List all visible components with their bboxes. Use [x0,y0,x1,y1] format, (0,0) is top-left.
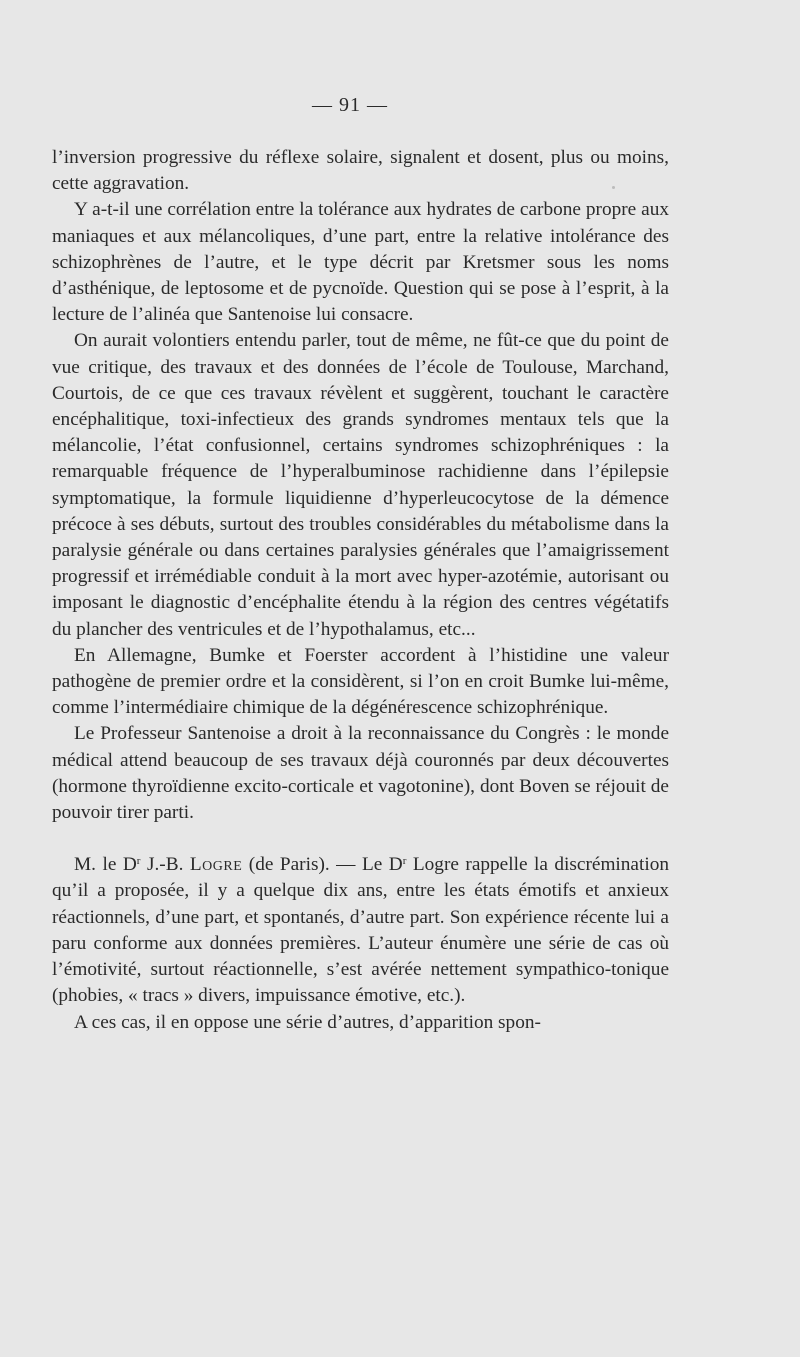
speaker-prefix: M. le D [74,854,137,876]
paragraph-last: A ces cas, il en oppose une série d’autres, d’apparition spon- [74,1011,541,1033]
paragraph-gap [52,826,669,852]
page-number: — 91 — [312,94,388,116]
paragraph-4: En Allemagne, Bumke et Foerster accordent à l’histidine une valeur pathogène de premier ordre et la considèrent, si l’on en croit Bumke lui-même, comme l’intermédiaire chimique de la dégénérescence schizophrénique. [52,644,669,719]
speaker-prefix-sup: r [136,855,141,868]
speaker-place: (de Paris). — Le D [242,854,403,876]
speaker-paragraph [52,852,669,1009]
paragraph-5: Le Professeur Santenoise a droit à la reconnaissance du Congrès : le monde médical attend beaucoup de ses travaux déjà couronnés par deux découvertes (hormone thyroïdienne excito-corticale et vagotonine), dont Boven se réjouit de pouvoir tirer parti. [52,723,669,824]
speaker-name: Logre [189,854,243,876]
speaker-place-sup: r [402,855,407,868]
paragraph-1: l’inversion progressive du réflexe solaire, signalent et dosent, plus ou moins, cette aggravation. [52,147,669,195]
speaker-initials: J.-B. [140,854,190,876]
paragraph-3: On aurait volontiers entendu parler, tout de même, ne fût-ce que du point de vue critique, des travaux et des données de l’école de Toulouse, Marchand, Courtois, de ce que ces travaux révèlent et suggèrent, touchant le caractère encéphalitique, toxi-infectieux des grands syndromes mentaux tels que la mélancolie, l’état confusionnel, certains syndromes schizophréniques : la remarquable fréquence de l’hyperalbuminose rachidienne dans l’épilepsie symptomatique, la formule liquidienne d’hyperleucocytose de la démence précoce à ses débuts, surtout des troubles considérables du métabolisme dans la paralysie générale ou dans certaines paralysies générales que l’amaigrissement progressif et irrémédiable conduit à la mort avec hyper-azotémie, autorisant ou imposant le diagnostic d’encéphalite étendu à la région des centres végétatifs du plancher des ventricules et de l’hypothalamus, etc... [52,330,669,640]
body-text [52,145,669,1036]
paragraph-2: Y a-t-il une corrélation entre la tolérance aux hydrates de carbone propre aux maniaques et aux mélancoliques, d’une part, entre la relative intolérance des schizophrènes de l’autre, et le type décrit par Kretsmer sous les noms d’asthénique, de leptosome et de pycnoïde. Question qui se pose à l’esprit, à la lecture de l’alinéa que Santenoise lui consacre. [52,199,669,326]
speaker-text: Logre rappelle la discrémination qu’il a proposée, il y a quelque dix ans, entre les états émotifs et anxieux réactionnels, d’une part, et spontanés, d’autre part. Son expérience récente lui a paru conforme aux données premières. L’auteur énumère une série de cas où l’émotivité, surtout réactionnelle, s’est avérée nettement sympathico-tonique (phobies, « tracs » divers, impuissance émotive, etc.). [52,854,669,1007]
